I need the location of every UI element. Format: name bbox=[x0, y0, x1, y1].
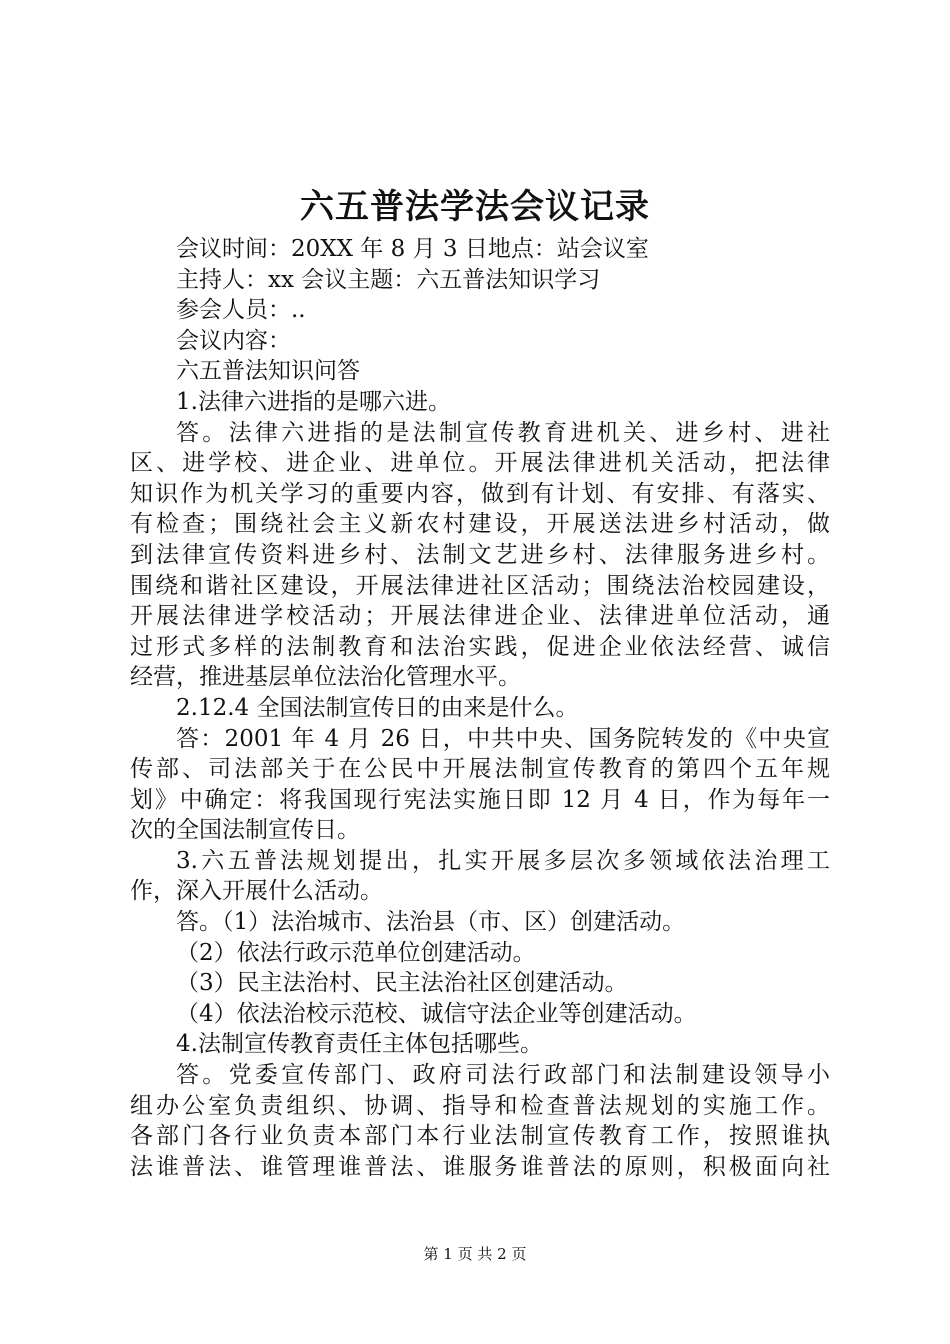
body-line: 答：2001 年 4 月 26 日，中共中央、国务院转发的《中央宣 bbox=[176, 725, 830, 752]
body-line: 会议时间：20XX 年 8 月 3 日地点：站会议室 bbox=[176, 236, 649, 262]
body-line: 传部、司法部关于在公民中开展法制宣传教育的第四个五年规 bbox=[130, 756, 830, 783]
body-line: 六五普法知识问答 bbox=[176, 358, 360, 385]
body-line: 到法律宣传资料进乡村、法制文艺进乡村、法律服务进乡村。 bbox=[130, 541, 830, 568]
body-line: 组办公室负责组织、协调、指导和检查普法规划的实施工作。 bbox=[130, 1092, 830, 1119]
body-line: 围绕和谐社区建设，开展法律进社区活动；围绕法治校园建设， bbox=[130, 572, 830, 599]
body-line: 3.六五普法规划提出，扎实开展多层次多领域依法治理工 bbox=[176, 847, 830, 874]
body-line: 会议内容： bbox=[176, 327, 291, 354]
body-line: 1.法律六进指的是哪六进。 bbox=[176, 388, 451, 415]
body-line: 划》中确定：将我国现行宪法实施日即 12 月 4 日，作为每年一 bbox=[130, 786, 830, 813]
body-line: （3）民主法治村、民主法治社区创建活动。 bbox=[176, 970, 628, 997]
body-line: 答。法律六进指的是法制宣传教育进机关、进乡村、进社 bbox=[176, 419, 830, 446]
body-line: 参会人员：.. bbox=[176, 297, 306, 324]
body-line: 过形式多样的法制教育和法治实践，促进企业依法经营、诚信 bbox=[130, 633, 830, 660]
document-body bbox=[130, 234, 830, 1182]
document-title: 六五普法学法会议记录 bbox=[300, 187, 650, 227]
body-line: （4）依法治校示范校、诚信守法企业等创建活动。 bbox=[176, 1000, 697, 1027]
body-line: 答。（1）法治城市、法治县（市、区）创建活动。 bbox=[176, 909, 686, 936]
body-line: 各部门各行业负责本部门本行业法制宣传教育工作，按照谁执 bbox=[130, 1123, 830, 1150]
body-line: （2）依法行政示范单位创建活动。 bbox=[176, 939, 536, 966]
body-line: 有检查；围绕社会主义新农村建设，开展送法进乡村活动，做 bbox=[130, 511, 830, 538]
body-line: 区、进学校、进企业、进单位。开展法律进机关活动，把法律 bbox=[130, 450, 830, 477]
body-line: 主持人：xx 会议主题：六五普法知识学习 bbox=[176, 266, 601, 293]
body-line: 作，深入开展什么活动。 bbox=[130, 878, 383, 905]
body-line: 经营，推进基层单位法治化管理水平。 bbox=[130, 664, 521, 691]
body-line: 开展法律进学校活动；开展法律进企业、法律进单位活动，通 bbox=[130, 603, 830, 630]
page-footer: 第 1 页 共 2 页 bbox=[423, 1245, 527, 1263]
body-line: 4.法制宣传教育责任主体包括哪些。 bbox=[176, 1031, 543, 1058]
body-line: 次的全国法制宣传日。 bbox=[130, 817, 360, 844]
body-line: 法谁普法、谁管理谁普法、谁服务谁普法的原则，积极面向社 bbox=[130, 1153, 830, 1180]
body-line: 知识作为机关学习的重要内容，做到有计划、有安排、有落实、 bbox=[130, 480, 830, 507]
body-line: 2.12.4 全国法制宣传日的由来是什么。 bbox=[176, 694, 579, 721]
body-line: 答。党委宣传部门、政府司法行政部门和法制建设领导小 bbox=[176, 1062, 830, 1089]
